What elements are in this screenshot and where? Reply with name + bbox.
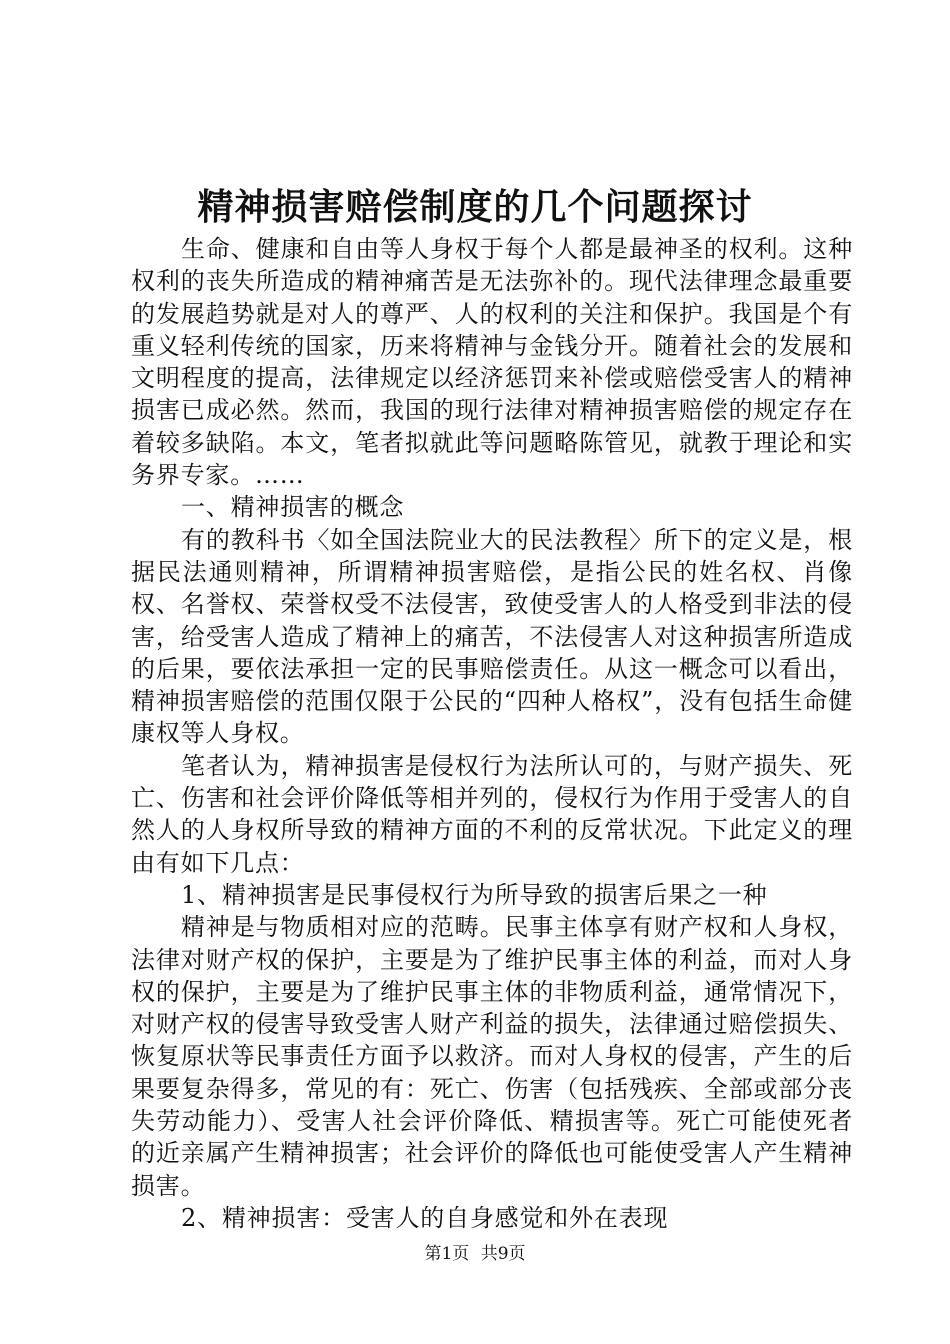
page-number: 第1页	[424, 1244, 470, 1264]
document-title: 精神损害赔偿制度的几个问题探讨	[197, 186, 753, 228]
subheading-point-1: 1、精神损害是民事侵权行为所导致的损害后果之一种	[181, 880, 768, 909]
definition-paragraph: 有的教科书〈如全国法院业大的民法教程〉所下的定义是，根据民法通则精神，所谓精神损害赔偿，是指公民的姓名权、肖像权、名誉权、荣誉权受不法侵害，致使受害人的人格受到非法的侵害，给受害人造成了精神上的痛苦，不法侵害人对这种损害所造成的后果，要依法承担一定的民事赔偿责任。从这一概念可以看出，精神损害赔偿的范围仅限于公民的“四种人格权”，没有包括生命健康权等人身权。	[131, 525, 853, 748]
page-total: 共9页	[480, 1244, 526, 1264]
section-heading-concept: 一、精神损害的概念	[181, 493, 405, 522]
spirit-matter-paragraph: 精神是与物质相对应的范畴。民事主体享有财产权和人身权，法律对财产权的保护，主要是为了维护民事主体的利益，而对人身权的保护，主要是为了维护民事主体的非物质利益，通常情况下，对财产权的侵害导致受害人财产利益的损失，法律通过赔偿损失、恢复原状等民事责任方面予以救济。而对人身权的侵害，产生的后果要复杂得多，常见的有：死亡、伤害（包括残疾、全部或部分丧失劳动能力）、受害人社会评价降低、精损害等。死亡可能使死者的近亲属产生精神损害；社会评价的降低也可能使受害人产生精神损害。	[131, 913, 853, 1200]
author-opinion-paragraph: 笔者认为，精神损害是侵权行为法所认可的，与财产损失、死亡、伤害和社会评价降低等相并列的，侵权行为作用于受害人的自然人的人身权所导致的精神方面的不利的反常状况。下此定义的理由有如下几点：	[131, 751, 853, 877]
page-footer	[0, 1242, 950, 1266]
document-body	[131, 233, 853, 1234]
subheading-point-2: 2、精神损害：受害人的自身感觉和外在表现	[181, 1203, 669, 1232]
intro-paragraph: 生命、健康和自由等人身权于每个人都是最神圣的权利。这种权利的丧失所造成的精神痛苦是无法弥补的。现代法律理念最重要的发展趋势就是对人的尊严、人的权利的关注和保护。我国是个有重义轻利传统的国家，历来将精神与金钱分开。随着社会的发展和文明程度的提高，法律规定以经济惩罚来补偿或赔偿受害人的精神损害已成必然。然而，我国的现行法律对精神损害赔偿的规定存在着较多缺陷。本文，笔者拟就此等问题略陈管见，就教于理论和实务界专家。……	[131, 235, 853, 490]
